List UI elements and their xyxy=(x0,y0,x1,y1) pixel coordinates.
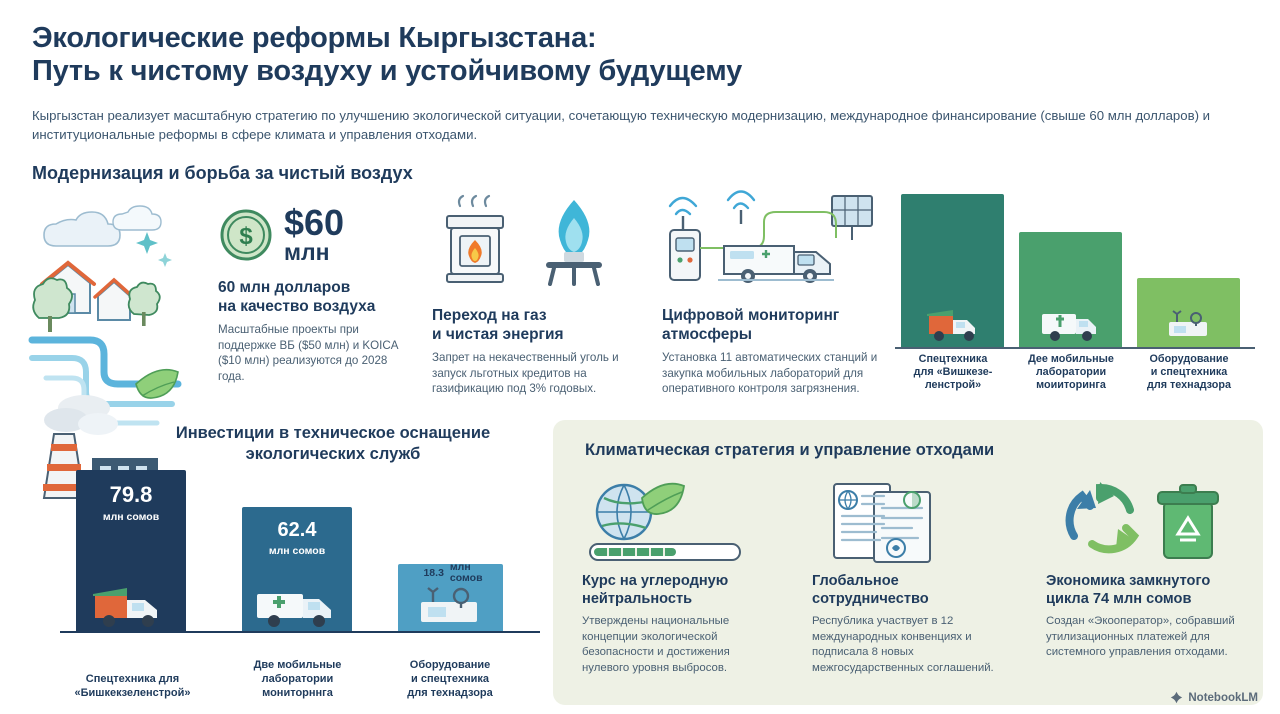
climate-1-title-line-2: нейтральность xyxy=(582,591,693,607)
equipment-green-bar-chart xyxy=(895,196,1255,396)
equipment-tools-icon xyxy=(1165,310,1211,342)
fireplace-stove-icon xyxy=(438,196,512,292)
invest-label-2 xyxy=(220,658,375,700)
page-title-line-2: Путь к чистому воздуху и устойчивому будущему xyxy=(32,55,743,87)
invest-label-1-line-1: Спецтехника для xyxy=(85,673,180,685)
notebooklm-logo-icon xyxy=(1170,691,1183,704)
invest-value-1: 79.8 xyxy=(109,482,153,507)
invest-label-2-line-2: лаборатории xyxy=(261,673,334,685)
green-label-3-line-2: и спецтехника xyxy=(1150,366,1228,378)
funding-title-line-2: на качество воздуха xyxy=(218,298,376,315)
climate-1-title xyxy=(582,572,774,608)
invest-unit-1: млн сомов xyxy=(102,511,160,523)
green-chart-label-3 xyxy=(1133,353,1245,392)
climate-2-title-line-1: Глобальное xyxy=(812,573,899,589)
invest-unit-3-line-2: сомов xyxy=(449,572,483,585)
page-title xyxy=(32,22,1212,88)
notebooklm-watermark-label: NotebookLM xyxy=(1188,691,1258,704)
ambulance-lab-icon xyxy=(1039,308,1103,342)
invest-label-3-line-3: для технадзора xyxy=(407,687,493,699)
green-bar-1 xyxy=(901,194,1004,348)
climate-1-title-line-1: Курс на углеродную xyxy=(582,573,729,589)
svg-text:$: $ xyxy=(239,223,253,250)
garbage-truck-icon-blue xyxy=(90,584,170,628)
globe-leaf-progress-icon xyxy=(582,478,774,566)
climate-3-title-line-2: цикла xyxy=(1046,591,1089,607)
green-bar-3 xyxy=(1137,278,1240,348)
monitoring-title-line-2: атмосферы xyxy=(662,326,753,343)
green-label-1-line-3: ленстрой» xyxy=(924,379,982,391)
funding-amount-value: $60 xyxy=(284,202,345,243)
invest-unit-2: млн сомов xyxy=(268,545,326,557)
green-bar-2 xyxy=(1019,232,1122,348)
invest-label-3-line-2: и спецтехника xyxy=(411,673,489,685)
invest-bar-1-value xyxy=(76,482,186,523)
funding-block xyxy=(218,202,413,384)
climate-3-title xyxy=(1046,572,1246,608)
climate-3-title-line-3: 74 млн сомов xyxy=(1092,591,1192,607)
climate-1-text: Утверждены национальные концепции экологической безопасности и достижения нулевого уровня выбросов. xyxy=(582,615,730,674)
investments-heading-line-1: Инвестиции в техническое оснащение xyxy=(175,424,491,442)
climate-2-title xyxy=(812,572,1002,608)
invest-bar-3-value xyxy=(394,562,509,585)
invest-bar-2-value xyxy=(242,519,352,557)
invest-label-1 xyxy=(60,672,205,700)
invest-label-3 xyxy=(385,658,515,700)
funding-amount xyxy=(284,202,345,265)
climate-column-circular-economy xyxy=(1046,478,1246,661)
funding-text: Масштабные проекты при поддержке ВБ ($50 млн) и KOICA ($10 млн) реализуются до 2028 года. xyxy=(218,323,398,383)
investments-heading-line-2: экологических служб xyxy=(245,445,421,463)
invest-value-3: 18.3 xyxy=(423,566,444,579)
invest-label-2-line-1: Две мобильные xyxy=(253,659,342,671)
gas-flame-icon xyxy=(534,196,614,292)
notebooklm-watermark xyxy=(1170,691,1258,704)
garbage-truck-icon xyxy=(925,308,983,342)
page-subtitle: Кыргызстан реализует масштабную стратегию по улучшению экологической ситуации, сочетающую техническую модернизацию, международное финансирование (свыше 60 млн долларов) и институциональные реформы в сфере климата и управления отходами. xyxy=(32,108,1210,142)
green-label-3-line-3: для технадзора xyxy=(1147,379,1231,391)
dollar-coin-icon xyxy=(218,207,274,263)
investments-heading xyxy=(118,423,548,465)
climate-3-text: Создан «Экооператор», собравший утилизационных платежей для системного управления отходами. xyxy=(1046,615,1235,658)
green-label-1-line-1: Спецтехника xyxy=(918,353,988,365)
monitoring-station-icon xyxy=(662,188,884,292)
documents-globe-icon xyxy=(812,478,1002,566)
monitoring-title-line-1: Цифровой мониторинг xyxy=(662,307,840,324)
green-chart-label-1 xyxy=(897,353,1009,392)
digital-monitoring-block xyxy=(662,188,884,397)
green-label-3-line-1: Оборудование xyxy=(1149,353,1229,365)
climate-column-carbon-neutrality xyxy=(582,478,774,676)
green-chart-axis xyxy=(895,347,1255,349)
monitoring-text: Установка 11 автоматических станций и закупка мобильных лабораторий для оперативного контроля загрязнения. xyxy=(662,351,878,395)
invest-value-2: 62.4 xyxy=(277,519,317,541)
climate-column-global-cooperation xyxy=(812,478,1002,676)
funding-title xyxy=(218,278,413,316)
invest-unit-3-line-1: млн xyxy=(449,561,471,573)
gas-title-line-1: Переход на газ xyxy=(432,307,547,324)
monitoring-title xyxy=(662,306,884,344)
climate-2-text: Республика участвует в 12 международных конвенциях и подписала 8 новых межгосударственных соглашений. xyxy=(812,615,994,674)
green-label-2-line-2: лаборатории xyxy=(1035,366,1107,378)
recycling-arrows-bin-icon xyxy=(1046,478,1246,566)
equipment-tools-icon-blue xyxy=(415,586,485,628)
invest-label-1-line-2: «Бишкекзеленстрой» xyxy=(74,687,191,699)
funding-title-line-1: 60 млн долларов xyxy=(218,279,351,296)
ambulance-lab-icon-blue xyxy=(253,584,341,628)
climate-3-title-line-1: Экономика замкнутого xyxy=(1046,573,1211,589)
green-label-2-line-1: Дее мобильные xyxy=(1028,353,1114,365)
investments-bar-chart xyxy=(60,470,560,700)
funding-amount-unit: млн xyxy=(284,239,330,265)
page-title-line-1: Экологические реформы Кыргызстана: xyxy=(32,22,597,54)
climate-heading: Климатическая стратегия и управление отходами xyxy=(585,441,995,459)
section-heading-modernization: Модернизация и борьба за чистый воздух xyxy=(32,163,413,183)
invest-label-2-line-3: мониторннга xyxy=(262,687,333,699)
gas-transition-block xyxy=(432,196,637,397)
invest-chart-axis xyxy=(60,631,540,633)
gas-title xyxy=(432,306,637,344)
gas-text: Запрет на некачественный уголь и запуск льготных кредитов на газификацию под 3% годовых. xyxy=(432,351,619,395)
green-label-1-line-2: для «Вишкезе- xyxy=(913,366,993,378)
gas-title-line-2: и чистая энергия xyxy=(432,326,564,343)
climate-2-title-line-2: сотрудничество xyxy=(812,591,929,607)
green-label-2-line-3: моииторинга xyxy=(1036,379,1106,391)
green-chart-label-2 xyxy=(1015,353,1127,392)
invest-label-3-line-1: Оборудование xyxy=(409,659,491,671)
